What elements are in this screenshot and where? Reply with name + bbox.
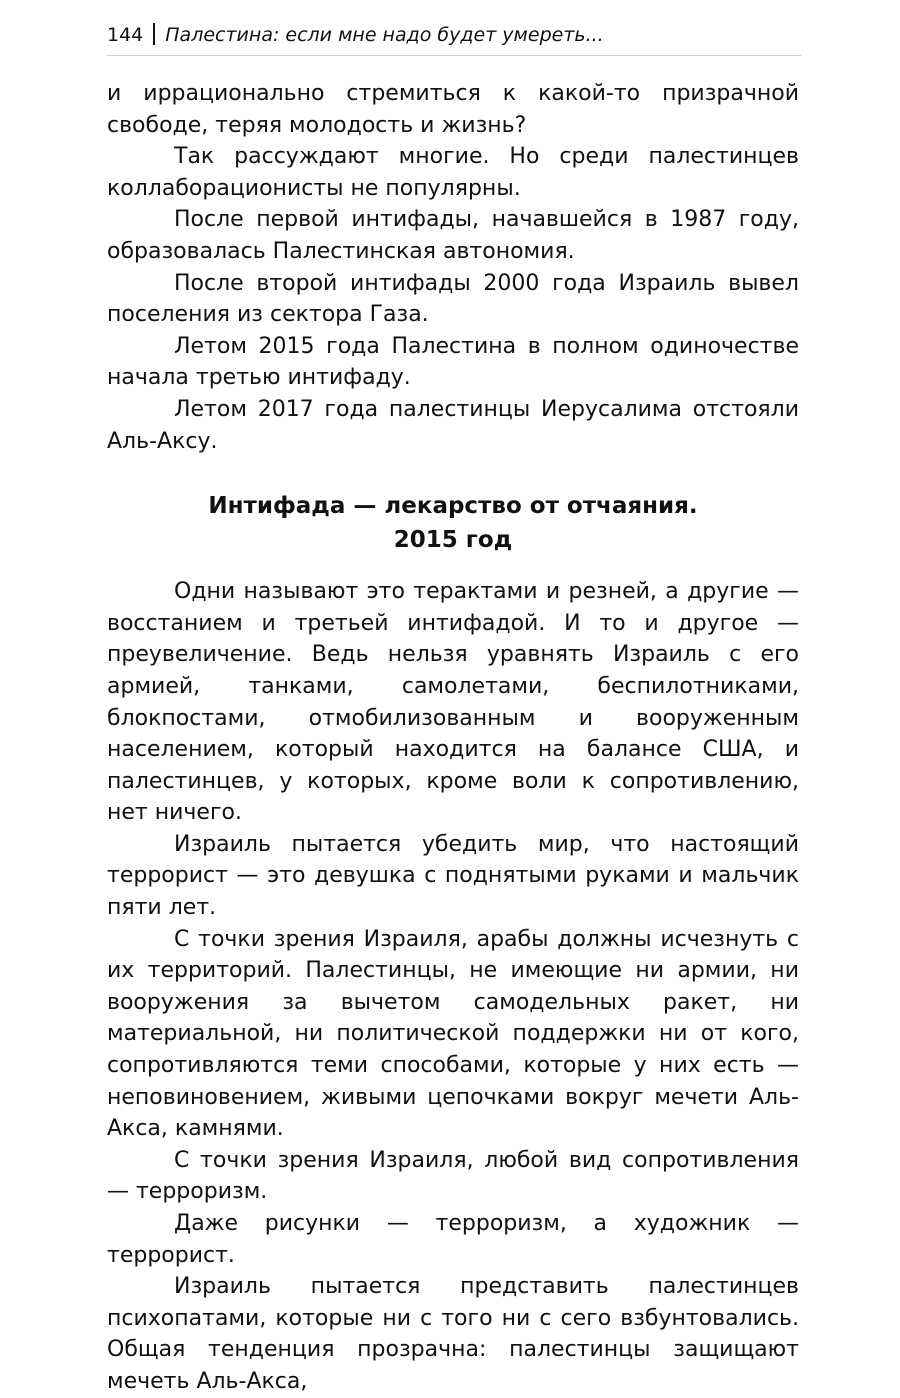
paragraph: После второй интифады 2000 года Израиль вывел поселения из сектора Газа.	[107, 270, 799, 328]
section-heading-line2: 2015 год	[393, 527, 513, 554]
paragraph: С точки зрения Израиля, арабы должны исчезнуть с их территорий. Палестинцы, не имеющие ни армии, ни вооружения за вычетом самодельных ракет, ни материальной, ни политической поддержки ни от кого, сопротивляются теми способами, которые у них есть — неповиновением, живыми цепочками вокруг мечети Аль-Акса, камнями.	[107, 926, 799, 1142]
paragraph: После первой интифады, начавшейся в 1987 году, образовалась Палестинская автономия.	[107, 207, 799, 264]
paragraph: Даже рисунки — терроризм, а художник — террорист.	[107, 1211, 799, 1268]
paragraph: Израиль пытается представить палестинцев психопатами, которые ни с того ни с сего взбунтовались. Общая тенденция прозрачна: палестинцы защищают мечеть Аль-Акса,	[107, 1274, 799, 1394]
page-number: 144	[107, 24, 144, 46]
paragraph: Летом 2017 года палестинцы Иерусалима отстояли Аль-Аксу.	[107, 396, 799, 454]
paragraph: Так рассуждают многие. Но среди палестинцев коллаборационисты не популярны.	[107, 144, 799, 201]
paragraph: Израиль пытается убедить мир, что настоящий террорист — это девушка с поднятыми руками и мальчик пяти лет.	[107, 831, 799, 921]
section-heading-line1: Интифада — лекарство от отчаяния.	[208, 493, 698, 520]
paragraph: Одни называют это терактами и резней, а другие — восстанием и третьей интифадой. И то и другое — преувеличение. Ведь нельзя уравнять Израиль с его армией, танками, самолетами, беспилотниками, блокпостами, отмобилизованным и вооруженным населением, который находится на балансе США, и палестинцев, у которых, кроме воли к сопротивлению, нет ничего.	[107, 579, 799, 826]
running-title: Палестина: если мне надо будет умереть...	[165, 24, 604, 46]
paragraph: и иррационально стремиться к какой-то призрачной свободе, теряя молодость и жизнь?	[107, 81, 799, 138]
section-heading	[107, 489, 799, 557]
paragraph: Летом 2015 года Палестина в полном одиночестве начала третью интифаду.	[107, 333, 799, 391]
paragraph: С точки зрения Израиля, любой вид сопротивления — терроризм.	[107, 1147, 799, 1205]
header-separator	[153, 23, 155, 45]
header-rule	[107, 55, 801, 56]
running-header	[107, 18, 801, 52]
